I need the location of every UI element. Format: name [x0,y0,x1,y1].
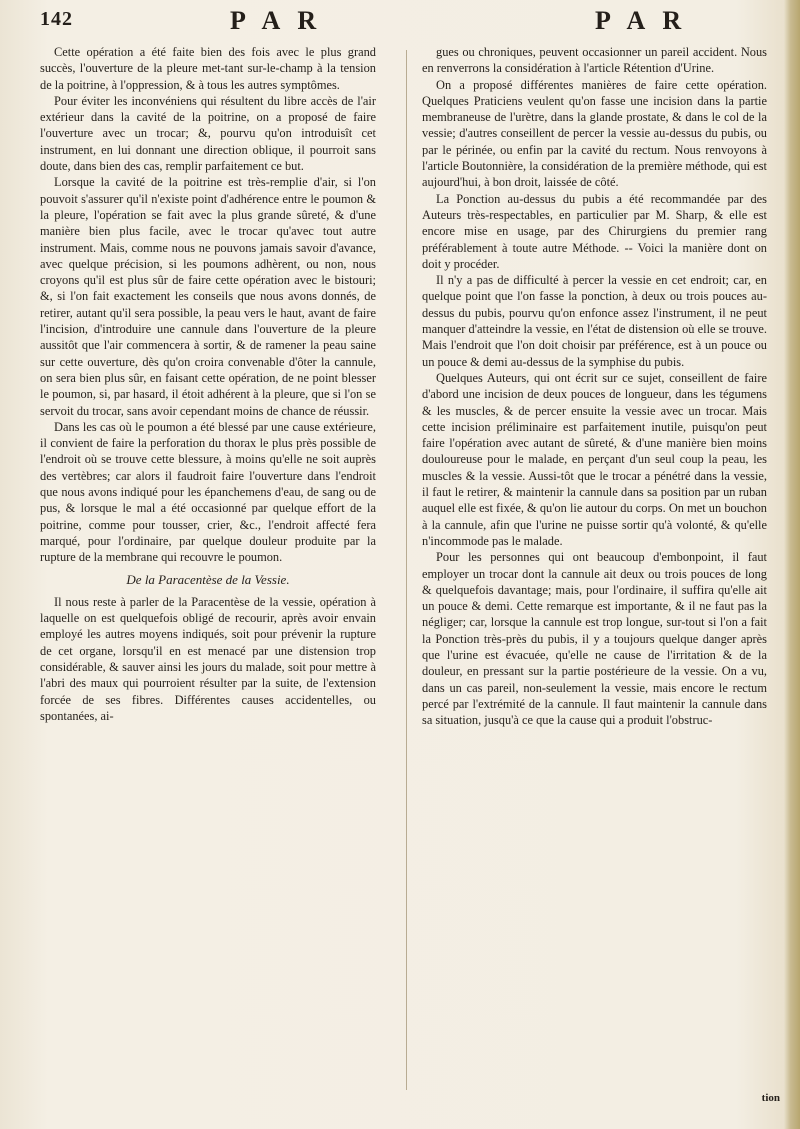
paragraph: Cette opération a été faite bien des fois avec le plus grand succès, l'ouverture de la pleure met-tant sur-le-champ à la tension de la poitrine, à l'oppression, & à tous les autres symptômes. [40,45,376,92]
paragraph: Il nous reste à parler de la Paracentèse de la vessie, opération à laquelle on est quelquefois obligé de recourir, après avoir envain employé les autres moyens indiqués, soit pour prévenir la rupture de cet organe, lorsqu'il en est menacé par une distension trop considérable, & sauver ainsi les jours du malade, soit pour mettre à l'abri des maux qui pourroient résulter par la suite, de l'extension forcée de ses fibres. Différentes causes accidentelles, ou spontanées, ai- [40,594,376,723]
paragraph: Dans les cas où le poumon a été blessé par une cause extérieure, il convient de faire la perforation du thorax le plus près possible de l'endroit où se trouve cette blessure, à moins qu'elle ne soit auprès des vertèbres; car alors il faudroit faire l'ouverture dans l'endroit que nous avons indiqué pour les épanchemens d'eau, de sang ou de pus, & lorsque le mal a été occasionné par quelque effort de la poitrine, comme pour tousser, crier, &c., l'endroit affecté fera marqué, pour l'ordinaire, par quelque douleur produite par la rupture de la membrane qui recouvre le poumon. [40,419,376,565]
left-running-head: P A R [230,6,323,35]
paragraph: Pour éviter les inconvéniens qui résultent du libre accès de l'air extérieur dans la cavité de la poitrine, on a proposé de faire l'ouverture avec un trocar; &, pourvu qu'on introduisît cet instrument, en lui donnant une direction oblique, il pourroit sans doute, dans bien des cas, remplir parfaitement ce but. [40,93,376,174]
page-number: 142 [40,8,73,30]
running-header [40,6,775,46]
paragraph: On a proposé différentes manières de faire cette opération. Quelques Praticiens veulent qu'on fasse une incision dans la partie membraneuse de l'urètre, dans la glande prostate, & dans le col de la vessie; d'autres conseillent de percer la vessie au-dessus du pubis, ou par le périnée, ou enfin par la cavité du rectum. Nous renvoyons à l'article Boutonnière, la considération de la première méthode, qui est aujourd'hui, à bon droit, laissée de côté. [422,77,767,190]
paragraph: Pour les personnes qui ont beaucoup d'embonpoint, il faut employer un trocar dont la cannule ait deux ou trois pouces de long & quelquefois davantage; mais, pour l'ordinaire, il suffira qu'elle ait un pouce & demi. Cette remarque est importante, & il ne faut pas la négliger; car, lorsque la cannule est trop longue, sur-tout si l'on a fait la Ponction très-près du pubis, il y a toujours quelque danger après que l'urine est évacuée, qu'elle ne cause de l'irritation & de la douleur, en pressant sur la partie postérieure de la vessie. On a vu, dans un cas pareil, non-seulement la vessie, mais encore le rectum percé par l'extrémité de la cannule. Il faut maintenir la cannule dans sa situation, jusqu'à ce que la cause qui a produit l'obstruc- [422,550,767,728]
right-running-head: P A R [595,6,688,35]
paragraph: gues ou chroniques, peuvent occasionner un pareil accident. Nous en renverrons la considération à l'article Rétention d'Urine. [422,45,767,76]
paragraph: La Ponction au-dessus du pubis a été recommandée par des Auteurs très-respectables, en particulier par M. Sharp, & elle est encore mise en usage, par des Chirurgiens du premier rang préférablement à toute autre Méthode. -- Voici la manière dont on doit y procéder. [422,191,767,271]
paragraph: Il n'y a pas de difficulté à percer la vessie en cet endroit; car, en quelque point que l'on fasse la ponction, à deux ou trois pouces au-dessus du pubis, pourvu qu'on enfonce assez l'instrument, il ne peut manquer d'atteindre la vessie, en l'état de distension où elle se trouve. Mais l'endroit que l'on doit choisir par préférence, est à un pouce ou un pouce & demi au-dessus de la symphise du pubis. [422,273,767,369]
section-subheading: De la Paracentèse de la Vessie. [126,571,290,587]
right-column [422,44,767,728]
paragraph: Lorsque la cavité de la poitrine est très-remplie d'air, si l'on pouvoit s'assurer qu'il n'existe point d'adhérence entre le poumon & la pleure, l'opération se fait avec la plus grande sûreté, & d'une manière bien plus facile, avec le trocar qu'avec tout autre instrument. Mais, comme nous ne pouvons jamais savoir d'avance, avec quelque précision, si les poumons adhèrent, ou non, nous croyons qu'il est plus sûr de faire cette opération avec le bistouri; &, si l'on fait exactement les conseils que nous avons donnés, de retirer, autant qu'il sera possible, la peau vers le haut, avant de faire l'incision, d'introduire une cannule dans l'ouverture de la pleure aussitôt que l'air commencera à sortir, & de ramener la peau saine sur cette ouverture, dès qu'on croira convenable d'ôter la cannule, on sera bien plus sûr, en faisant cette opération, de ne point blesser le poumon, si, par hasard, il étoit adhérent à la pleure, que si l'on se servoit du trocar, sans avoir cependant moins de chance de réussir. [40,175,376,418]
left-column [40,44,376,724]
column-divider [406,50,407,1090]
catchword: tion [761,1092,780,1104]
page-edge [784,0,800,1129]
paragraph: Quelques Auteurs, qui ont écrit sur ce sujet, conseillent de faire d'abord une incision de deux pouces de longueur, dans les tégumens & les muscles, & de percer ensuite la vessie avec un trocar. Mais cette incision préliminaire est parfaitement inutile, puisqu'on peut faire l'opération avec autant de sûreté, & d'une manière bien moins douloureuse pour le malade, en perçant d'un seul coup la peau, les muscles & la vessie. Aussi-tôt que le trocar a pénétré dans la vessie, il faut le retirer, & maintenir la cannule dans sa position par un ruban auquel elle est fixée, & qu'on lie autour du corps. On met un bouchon à la cannule, afin que l'urine ne puisse sortir qu'à volonté, & qu'elle n'incommode pas le malade. [422,370,767,548]
